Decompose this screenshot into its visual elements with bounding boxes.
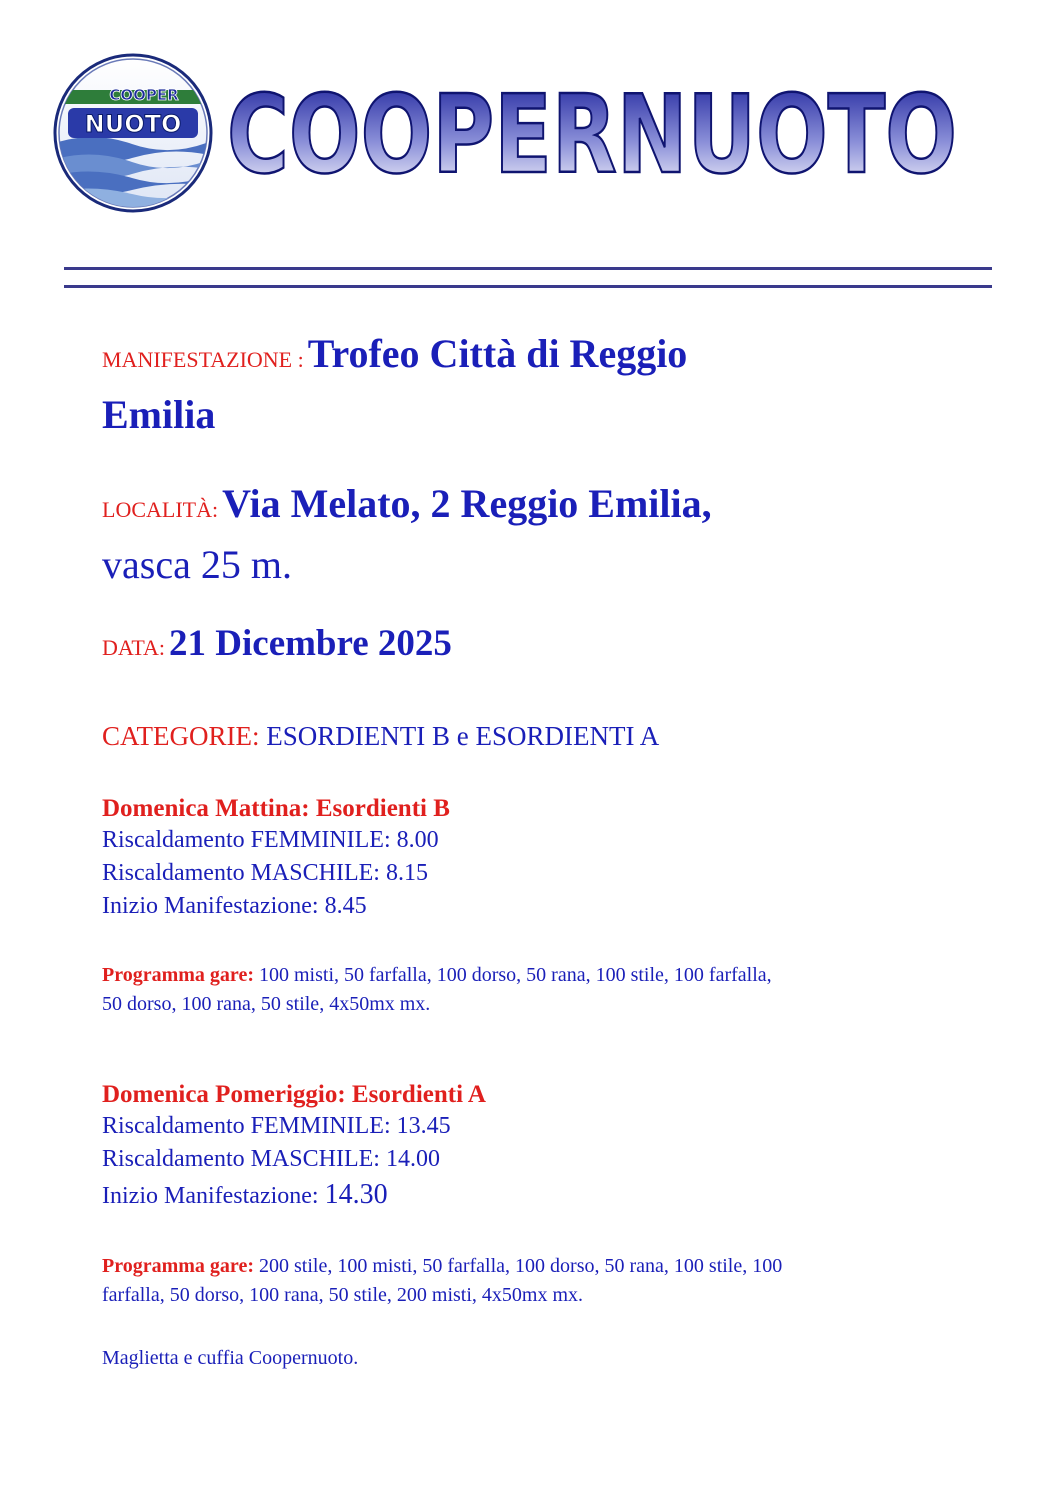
data-block [102,618,982,677]
manifestazione-block [102,328,982,450]
localita-vasca: vasca 25 m. [102,542,292,587]
afternoon-line: Riscaldamento FEMMINILE: 13.45 [102,1113,451,1139]
afternoon-section [102,1080,982,1215]
manifestazione-value: Trofeo Città di Reggio [307,331,688,376]
header-rule-bottom [64,285,992,288]
data-label: DATA: [102,635,166,660]
afternoon-inizio-value: 14.30 [324,1179,388,1210]
morning-line: Inizio Manifestazione: 8.45 [102,893,367,919]
coopernuoto-logo [52,52,214,214]
categorie-label: CATEGORIE: [102,721,260,751]
header-rule-top [64,267,992,270]
manifestazione-label: MANIFESTAZIONE : [102,347,304,372]
wordmark-text: COOPERNUOTO [227,82,957,186]
morning-programma-text-cont: 50 dorso, 100 rana, 50 stile, 4x50mx mx. [102,993,431,1015]
afternoon-programma-text: 200 stile, 100 misti, 50 farfalla, 100 dorso, 50 rana, 100 stile, 100 [258,1255,783,1277]
localita-block [102,478,982,600]
afternoon-programma-label: Programma gare: [102,1255,254,1277]
afternoon-line: Riscaldamento MASCHILE: 14.00 [102,1146,440,1172]
localita-value: Via Melato, 2 Reggio Emilia, [222,481,712,526]
coopernuoto-wordmark [222,82,962,186]
logo-text-main: NUOTO [84,110,182,138]
manifestazione-value-cont: Emilia [102,392,216,437]
morning-programma-label: Programma gare: [102,964,254,986]
morning-line: Riscaldamento FEMMINILE: 8.00 [102,827,439,853]
footer-note: Maglietta e cuffia Coopernuoto. [102,1347,359,1369]
categorie-value: ESORDIENTI B e ESORDIENTI A [266,721,660,751]
afternoon-programma [102,1252,982,1310]
morning-title: Domenica Mattina: Esordienti B [102,795,450,822]
afternoon-title: Domenica Pomeriggio: Esordienti A [102,1081,486,1108]
morning-section [102,794,982,923]
data-value: 21 Dicembre 2025 [169,623,452,664]
categorie-block [102,716,982,756]
afternoon-inizio-label: Inizio Manifestazione: [102,1183,319,1209]
logo-text-top: COOPER [109,86,179,104]
morning-line: Riscaldamento MASCHILE: 8.15 [102,860,428,886]
localita-label: LOCALITÀ: [102,497,219,522]
afternoon-programma-text-cont: farfalla, 50 dorso, 100 rana, 50 stile, 200 misti, 4x50mx mx. [102,1284,584,1306]
morning-programma-text: 100 misti, 50 farfalla, 100 dorso, 50 rana, 100 stile, 100 farfalla, [258,964,772,986]
morning-programma [102,961,982,1019]
